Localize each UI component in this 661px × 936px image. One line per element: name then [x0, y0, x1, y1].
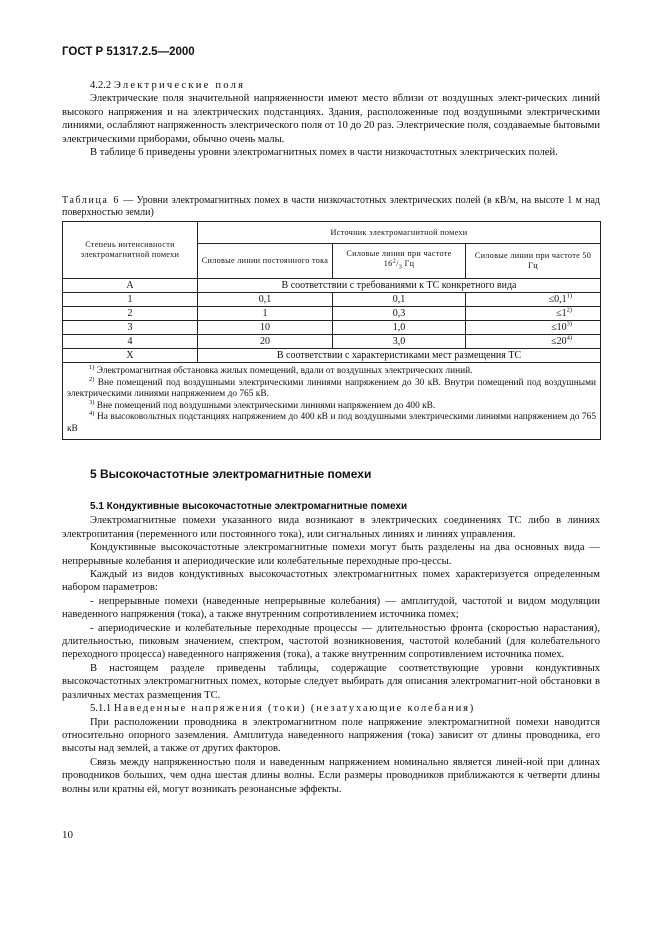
table-cell-merged: В соответствии с характеристиками мест размещения ТС	[198, 349, 601, 363]
table-6	[62, 221, 601, 440]
table-cell: 4	[63, 335, 198, 349]
column-header-source: Источник электромагнитной помехи	[198, 222, 601, 244]
table-footnotes	[63, 363, 601, 440]
section-4-2-2	[62, 79, 600, 159]
section-5	[62, 468, 600, 481]
section-number: 4.2.2	[90, 80, 112, 91]
section-title: 5 Высокочастотные электромагнитные помехи	[90, 467, 372, 481]
table-cell-level: А	[63, 279, 198, 293]
section-title: Наведенные напряжения (токи) (незатухающие колебания)	[113, 703, 476, 715]
paragraph: Кондуктивные высокочастотные электромагнитные помехи могут быть разделены на два основных вида — непрерывные колебания и апериодические или колебательные переходные про-цессы.	[62, 542, 600, 567]
table-cell: 0,3	[333, 307, 466, 321]
table-row	[63, 307, 601, 321]
paragraph: Электромагнитные помехи указанного вида возникают в электрических соединениях ТС либо в линиях электропитания (переменного или постоянного тока), или сигнальных линиях и линиях управления.	[62, 515, 600, 540]
paragraph: В таблице 6 приведены уровни электромагнитных помех в части низкочастотных электрических полей.	[90, 147, 558, 159]
column-header-16hz: Силовые линии при частоте $16^2/_3$ Гц	[333, 244, 466, 279]
paragraph: При расположении проводника в электромагнитном поле напряжение электромагнитной помехи наводится относительно опорного заземления. Амплитуда наведенного напряжения (тока) зависит от длины проводника, его высоты над землей, а также от других факторов.	[62, 716, 600, 755]
paragraph: В настоящем разделе приведены таблицы, содержащие соответствующие уровни кондуктивных высокочастотных электромагнитных помех, которые следует выбирать для описания электромагнит-ной обстановки в различных местах размещения ТС.	[62, 662, 600, 701]
section-title: Электрические поля	[113, 80, 246, 91]
table-cell-merged: В соответствии с требованиями к ТС конкретного вида	[198, 279, 601, 293]
section-heading	[62, 79, 600, 92]
table-caption-text: — Уровни электромагнитных помех в части низкочастотных электрических полей (в кВ/м, на высоте 1 м над поверхностью земли)	[62, 195, 601, 218]
footnote: $^{2)}$ Вне помещений под воздушными электрическими линиями напряжением до 30 кВ. Внутри помещений под воздушными электрическими линиями напряжением до 765 кВ.	[67, 375, 597, 400]
column-header-50hz: Силовые линии при частоте 50 Гц	[466, 244, 601, 279]
paragraph: Каждый из видов кондуктивных высокочастотных электромагнитных помех характеризуется определенным набором параметров:	[62, 569, 600, 594]
document-header: ГОСТ Р 51317.2.5—2000	[62, 46, 195, 58]
footnote: $^{3)}$ Вне помещений под воздушными электрическими линиями напряжением до 400 кВ.	[89, 398, 436, 411]
table-cell: 3	[63, 321, 198, 335]
paragraph: Связь между напряженностью поля и наведенным напряжением номинально является линей-ной при длинах проводников больших, чем одна шестая длины волны. Если размеры проводников приближаются к четверти длины волны или кратны ей, могут возникать резонансные эффекты.	[62, 756, 600, 795]
table-cell: 20	[198, 335, 333, 349]
page-number: 10	[62, 829, 73, 841]
table-caption	[62, 195, 600, 219]
table-cell: 1	[63, 293, 198, 307]
table-row	[63, 335, 601, 349]
table-cell: 0,1	[198, 293, 333, 307]
subsection-title: 5.1 Кондуктивные высокочастотные электромагнитные помехи	[90, 501, 408, 512]
table-cell: $\le 0,1^{1)}$	[466, 293, 601, 307]
table-cell: 3,0	[333, 335, 466, 349]
table-cell: $\le 20^{4)}$	[466, 335, 601, 349]
footnote: $^{1)}$ Электромагнитная обстановка жилых помещений, вдали от воздушных электрических линий.	[89, 363, 473, 376]
paragraph: - непрерывные помехи (наведенные непрерывные колебания) — амплитудой, частотой и видом модуляции наведенного напряжения (тока), а также внутренним сопротивлением источника помех;	[62, 595, 600, 621]
table-cell-level: X	[63, 349, 198, 363]
table-row	[63, 321, 601, 335]
table-cell: 0,1	[333, 293, 466, 307]
table-caption-label: Таблица 6	[62, 195, 120, 206]
footnote: $^{4)}$ На высоковольтных подстанциях напряжением до 400 кВ и под воздушными электрическими линиями напряжением до 765 кВ	[67, 410, 597, 434]
table-cell: 1,0	[333, 321, 466, 335]
table-cell: 2	[63, 307, 198, 321]
subsection-heading	[62, 702, 600, 715]
table-row	[63, 293, 601, 307]
column-header-dc: Силовые линии постоянного тока	[198, 244, 333, 279]
table-cell: $\le 10^{3)}$	[466, 321, 601, 335]
section-5-1	[62, 500, 600, 796]
paragraph: Электрические поля значительной напряженности имеют место вблизи от воздушных элект-рических линий высокого напряжения и на электрических подстанциях. Здания, расположенные под воздушными электрическими линиями, ослабляют напряженность электрического поля от 10 до 20 раз. Электрические поля, создаваемые бытовыми электрическими приборами, обычно очень малы.	[62, 93, 600, 145]
paragraph: - апериодические и колебательные переходные процессы — длительностью фронта (скоростью нарастания), длительностью, пиковым значением, спектром, частотой возникновения, частотой колебаний (для колебательного переходного процесса) наведенного напряжения (тока), а также внутренним сопротивлением источника помех.	[62, 622, 600, 661]
table-cell: 10	[198, 321, 333, 335]
table-cell: 1	[198, 307, 333, 321]
table-cell: $\le 1^{2)}$	[466, 307, 601, 321]
column-header-level: Степень интенсивности электромагнитной помехи	[63, 222, 198, 279]
section-number: 5.1.1	[90, 703, 112, 715]
